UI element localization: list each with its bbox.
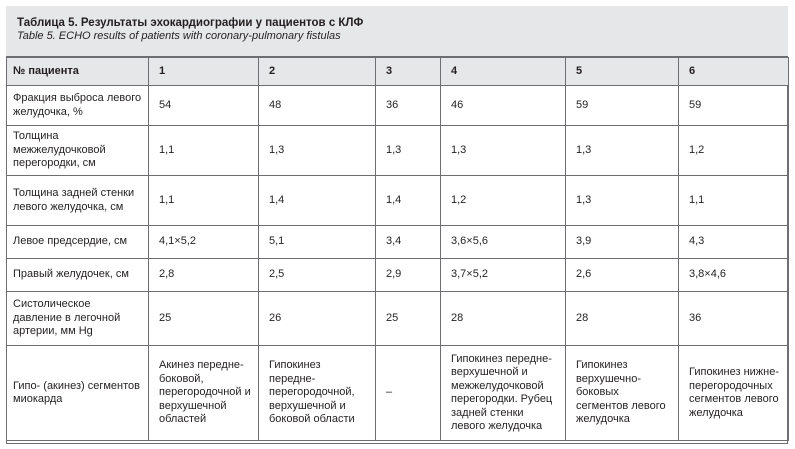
- table-caption: [6, 6, 788, 57]
- table-row: [7, 226, 789, 259]
- table-cell: 36: [679, 292, 789, 346]
- table-cell: 1,3: [441, 126, 566, 176]
- table-cell: 59: [566, 86, 679, 126]
- table-cell: 1,2: [441, 176, 566, 226]
- table-cell: Гипокинез передне-верхушечной и межжелудочковой перегородки. Рубец задней стенки левого желудочка: [441, 346, 566, 441]
- row-label: Правый желудочек, см: [7, 259, 149, 292]
- header-row: [7, 58, 789, 86]
- caption-title-ru: Таблица 5. Результаты эхокардиографии у пациентов с КЛФ: [17, 17, 364, 29]
- echo-results-table: [6, 57, 789, 441]
- table-cell: 36: [376, 86, 441, 126]
- table-cell: 54: [149, 86, 259, 126]
- table-cell: 4,1×5,2: [149, 226, 259, 259]
- header-cell-2: 2: [259, 58, 376, 86]
- row-label: Систолическое давление в легочной артерии, мм Hg: [7, 292, 149, 346]
- header-cell-5: 5: [566, 58, 679, 86]
- table-cell: 1,3: [566, 126, 679, 176]
- table-cell: Гипокинез передне-перегородочной, верхушечной и боковой области: [259, 346, 376, 441]
- row-label: Толщина задней стенки левого желудочка, см: [7, 176, 149, 226]
- table-cell: 28: [441, 292, 566, 346]
- table-cell: 3,8×4,6: [679, 259, 789, 292]
- table-row: [7, 176, 789, 226]
- table-cell: 26: [259, 292, 376, 346]
- table-cell: 3,4: [376, 226, 441, 259]
- table-cell: 1,4: [376, 176, 441, 226]
- table-cell: 28: [566, 292, 679, 346]
- header-cell-6: 6: [679, 58, 789, 86]
- table-row: [7, 346, 789, 441]
- table-cell: 46: [441, 86, 566, 126]
- table-cell: 1,3: [376, 126, 441, 176]
- table-cell: 4,3: [679, 226, 789, 259]
- table-cell: –: [376, 346, 441, 441]
- table-cell: 48: [259, 86, 376, 126]
- table-cell: 1,3: [259, 126, 376, 176]
- table-row: [7, 126, 789, 176]
- table-cell: 5,1: [259, 226, 376, 259]
- header-cell-patient: № пациента: [7, 58, 149, 86]
- table-cell: 2,6: [566, 259, 679, 292]
- table-cell: 2,9: [376, 259, 441, 292]
- table-row: [7, 86, 789, 126]
- table-cell: 2,8: [149, 259, 259, 292]
- caption-title-en: Table 5. ECHO results of patients with coronary-pulmonary fistulas: [17, 30, 341, 42]
- row-label: Левое предсердие, см: [7, 226, 149, 259]
- table-cell: 25: [149, 292, 259, 346]
- header-cell-3: 3: [376, 58, 441, 86]
- table-cell: 1,1: [149, 126, 259, 176]
- table-cell: Гипокинез верхушечно-боковых сегментов левого желудочка: [566, 346, 679, 441]
- header-cell-4: 4: [441, 58, 566, 86]
- table-cell: Акинез передне-боковой, перегородочной и верхушечной областей: [149, 346, 259, 441]
- header-cell-1: 1: [149, 58, 259, 86]
- table-cell: 1,1: [679, 176, 789, 226]
- row-label: Фракция выброса левого желудочка, %: [7, 86, 149, 126]
- table-cell: 1,1: [149, 176, 259, 226]
- table-cell: Гипокинез нижне-перегородочных сегментов левого желудочка: [679, 346, 789, 441]
- table-cell: 59: [679, 86, 789, 126]
- table-cell: 1,4: [259, 176, 376, 226]
- row-label: Толщина межжелудочковой перегородки, см: [7, 126, 149, 176]
- table-cell: 3,9: [566, 226, 679, 259]
- table-cell: 1,3: [566, 176, 679, 226]
- table-cell: 3,6×5,6: [441, 226, 566, 259]
- table-row: [7, 259, 789, 292]
- row-label: Гипо- (акинез) сегментов миокарда: [7, 346, 149, 441]
- table-cell: 1,2: [679, 126, 789, 176]
- table-cell: 2,5: [259, 259, 376, 292]
- table-cell: 25: [376, 292, 441, 346]
- table-row: [7, 292, 789, 346]
- table-cell: 3,7×5,2: [441, 259, 566, 292]
